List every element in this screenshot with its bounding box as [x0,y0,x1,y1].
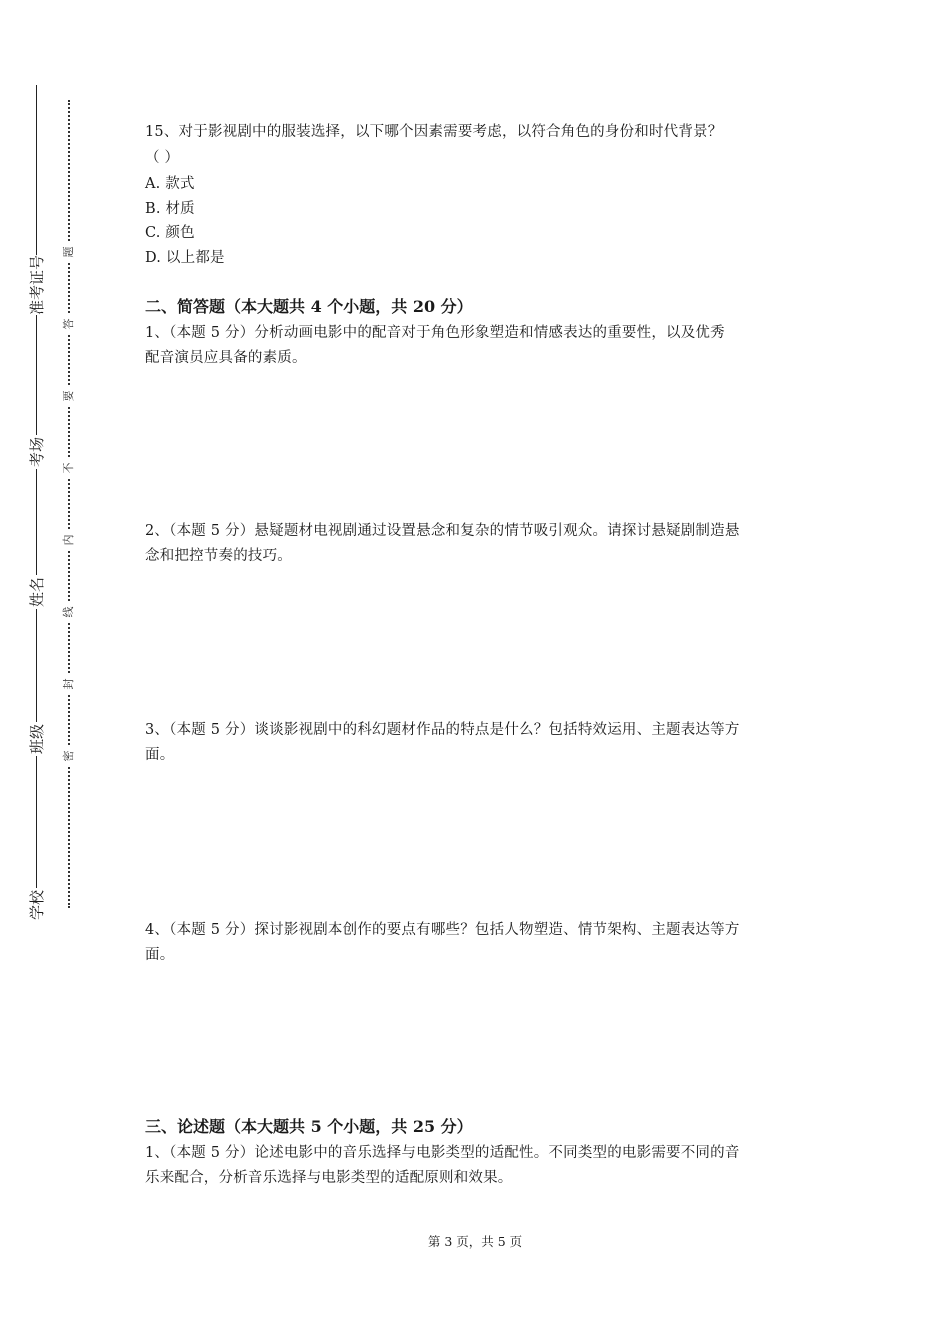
short-answer-3-line-2: 面。 [145,747,175,763]
section-2-heading: 二、简答题（本大题共 4 个小题，共 20 分） [145,297,473,316]
seal-char: 内 [59,530,79,550]
option-b: B. 材质 [145,201,195,217]
field-school: 学校 [20,888,54,922]
option-a: A. 款式 [145,176,195,192]
seal-char: 线 [59,602,79,622]
seal-char: 题 [59,242,79,262]
field-exam-room: 考场 [20,435,54,469]
section-3-heading: 三、论述题（本大题共 5 个小题，共 25 分） [145,1117,473,1136]
option-d: D. 以上都是 [145,250,225,266]
field-exam-number: 准考证号 [20,255,54,315]
seal-char: 封 [59,674,79,694]
answer-parentheses: （ ） [145,150,180,166]
seal-char: 不 [59,458,79,478]
seal-char: 密 [59,746,79,766]
seal-char: 答 [59,314,79,334]
binding-margin [0,0,90,1344]
short-answer-2-line-1: 2、（本题 5 分）悬疑题材电视剧通过设置悬念和复杂的情节吸引观众。请探讨悬疑剧制造悬 [145,523,740,539]
question-15-stem: 15、对于影视剧中的服装选择，以下哪个因素需要考虑，以符合角色的身份和时代背景？ [145,124,723,140]
margin-dotted-line [68,100,70,908]
seal-char: 要 [59,386,79,406]
page-footer: 第 3 页，共 5 页 [427,1234,523,1249]
short-answer-3-line-1: 3、（本题 5 分）谈谈影视剧中的科幻题材作品的特点是什么？包括特效运用、主题表达等方 [145,722,740,738]
short-answer-4-line-1: 4、（本题 5 分）探讨影视剧本创作的要点有哪些？包括人物塑造、情节架构、主题表达等方 [145,922,740,938]
short-answer-1-line-2: 配音演员应具备的素质。 [145,350,307,366]
option-c: C. 颜色 [145,225,195,241]
short-answer-2-line-2: 念和把控节奏的技巧。 [145,548,292,564]
short-answer-1-line-1: 1、（本题 5 分）分析动画电影中的配音对于角色形象塑造和情感表达的重要性，以及优秀 [145,325,725,341]
short-answer-4-line-2: 面。 [145,947,175,963]
field-name: 姓名 [20,575,54,609]
essay-1-line-1: 1、（本题 5 分）论述电影中的音乐选择与电影类型的适配性。不同类型的电影需要不同的音 [145,1145,740,1161]
essay-1-line-2: 乐来配合，分析音乐选择与电影类型的适配原则和效果。 [145,1170,513,1186]
field-class: 班级 [20,722,54,756]
margin-solid-line [36,85,37,920]
